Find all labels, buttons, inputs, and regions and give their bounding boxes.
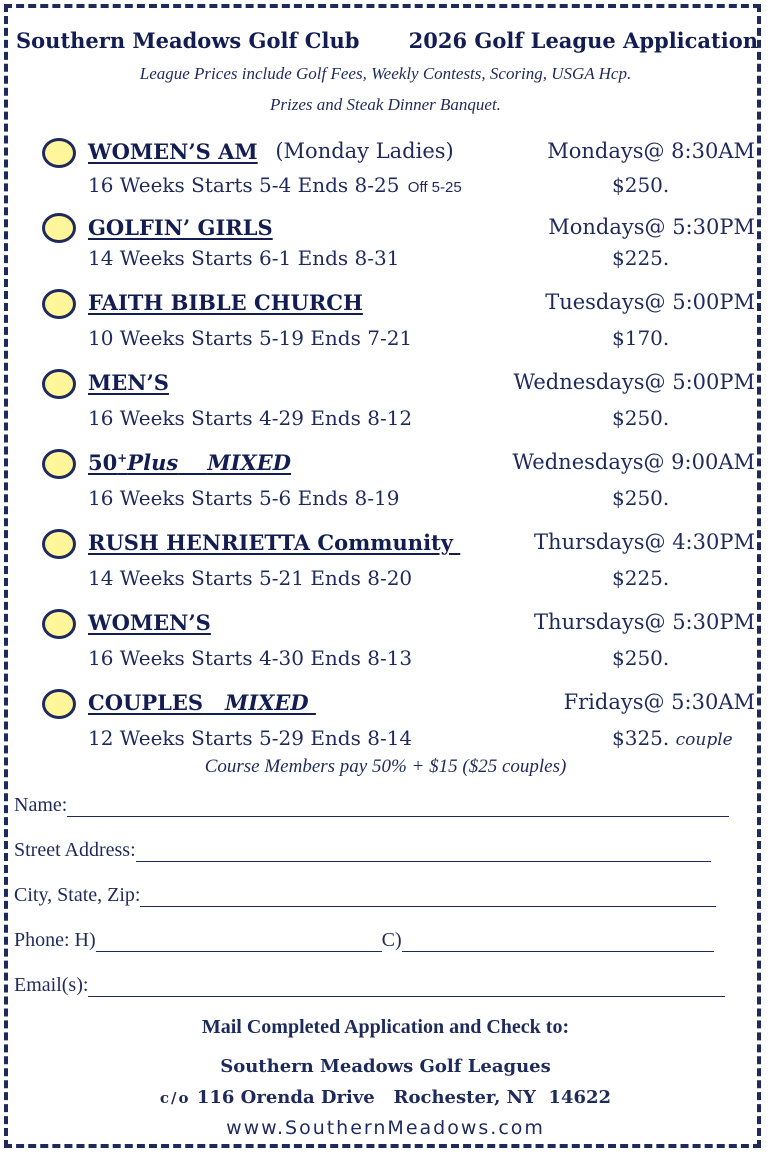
league-price: $225. — [612, 566, 670, 590]
league-name: WOMEN’S — [88, 610, 211, 635]
mail-address-line — [0, 1087, 771, 1108]
league-name: GOLFIN’ GIRLS — [88, 215, 273, 240]
select-circle-icon[interactable] — [42, 213, 76, 243]
street-label: Street Address: — [14, 839, 136, 861]
league-day: Fridays@ 5:30AM — [563, 690, 755, 714]
name-field[interactable] — [14, 794, 729, 817]
league-price: $250. — [612, 406, 670, 430]
email-input[interactable] — [88, 978, 725, 997]
league-row — [0, 289, 771, 369]
select-circle-icon[interactable] — [42, 289, 76, 319]
league-day: Thursdays@ 5:30PM — [534, 610, 755, 634]
league-price: $325. couple — [612, 726, 733, 750]
care-of: c/o — [159, 1089, 191, 1107]
league-name: COUPLES MIXED — [88, 690, 309, 715]
league-day: Wednesdays@ 5:00PM — [513, 370, 755, 394]
league-day: Wednesdays@ 9:00AM — [512, 450, 755, 474]
city-input[interactable] — [140, 888, 716, 907]
phone-cell-label: C) — [381, 929, 402, 951]
league-weeks: 12 Weeks Starts 5-29 Ends 8-14 — [88, 726, 413, 750]
league-day: Tuesdays@ 5:00PM — [545, 290, 755, 314]
league-name: WOMEN’S AM — [88, 139, 258, 164]
couple-note: couple — [675, 730, 733, 750]
league-row — [0, 449, 771, 529]
league-price: $250. — [612, 486, 670, 510]
select-circle-icon[interactable] — [42, 369, 76, 399]
league-weeks: 16 Weeks Starts 4-30 Ends 8-13 — [88, 646, 413, 670]
website-url[interactable]: www.SouthernMeadows.com — [226, 1117, 545, 1139]
league-price: $250. — [612, 173, 670, 197]
email-field[interactable] — [14, 974, 725, 997]
league-note: (Monday Ladies) — [262, 139, 454, 163]
city-label: City, State, Zip: — [14, 884, 141, 906]
league-name: 50+Plus MIXED — [88, 450, 291, 475]
mail-org: Southern Meadows Golf Leagues — [220, 1056, 551, 1077]
club-name: Southern Meadows Golf Club — [16, 28, 360, 53]
city-field[interactable] — [14, 884, 716, 907]
league-weeks: 10 Weeks Starts 5-19 Ends 7-21 — [88, 326, 413, 350]
league-name: FAITH BIBLE CHURCH — [88, 290, 363, 315]
league-weeks: 16 Weeks Starts 4-29 Ends 8-12 — [88, 406, 413, 430]
league-row — [0, 138, 771, 218]
email-label: Email(s): — [14, 974, 89, 996]
subtitle-line-1: League Prices include Golf Fees, Weekly Contests, Scoring, USGA Hcp. — [139, 64, 632, 83]
select-circle-icon[interactable] — [42, 529, 76, 559]
league-weeks: 16 Weeks Starts 5-6 Ends 8-19 — [88, 486, 400, 510]
select-circle-icon[interactable] — [42, 138, 76, 168]
league-row — [0, 529, 771, 609]
members-note: Course Members pay 50% + $15 ($25 couples) — [204, 756, 567, 777]
header — [16, 28, 758, 58]
name-input[interactable] — [67, 798, 729, 817]
phone-home-label: Phone: H) — [14, 929, 96, 951]
select-circle-icon[interactable] — [42, 449, 76, 479]
league-price: $225. — [612, 246, 670, 270]
mail-heading: Mail Completed Application and Check to: — [201, 1016, 570, 1038]
application-title: 2026 Golf League Application — [408, 28, 758, 53]
name-label: Name: — [14, 794, 68, 816]
league-row — [0, 369, 771, 449]
select-circle-icon[interactable] — [42, 689, 76, 719]
street-field[interactable] — [14, 839, 711, 862]
mail-address: 116 Orenda Drive Rochester, NY 14622 — [196, 1087, 612, 1108]
league-name: MEN’S — [88, 370, 169, 395]
league-weeks: 14 Weeks Starts 6-1 Ends 8-31 — [88, 246, 400, 270]
phone-field[interactable] — [14, 929, 714, 952]
league-weeks: 14 Weeks Starts 5-21 Ends 8-20 — [88, 566, 413, 590]
league-row — [0, 213, 771, 293]
league-day: Thursdays@ 4:30PM — [534, 530, 755, 554]
phone-cell-input[interactable] — [402, 933, 714, 952]
league-day: Mondays@ 5:30PM — [548, 215, 755, 239]
select-circle-icon[interactable] — [42, 609, 76, 639]
subtitle-line-2: Prizes and Steak Dinner Banquet. — [270, 95, 501, 114]
league-off-date: Off 5-25 — [399, 179, 462, 196]
league-day: Mondays@ 8:30AM — [547, 139, 755, 163]
league-name: RUSH HENRIETTA Community — [88, 530, 461, 555]
phone-home-input[interactable] — [96, 933, 382, 952]
league-price: $170. — [612, 326, 670, 350]
league-row — [0, 609, 771, 689]
league-weeks: 16 Weeks Starts 5-4 Ends 8-25 Off 5-25 — [88, 173, 462, 197]
league-price: $250. — [612, 646, 670, 670]
street-input[interactable] — [136, 843, 711, 862]
